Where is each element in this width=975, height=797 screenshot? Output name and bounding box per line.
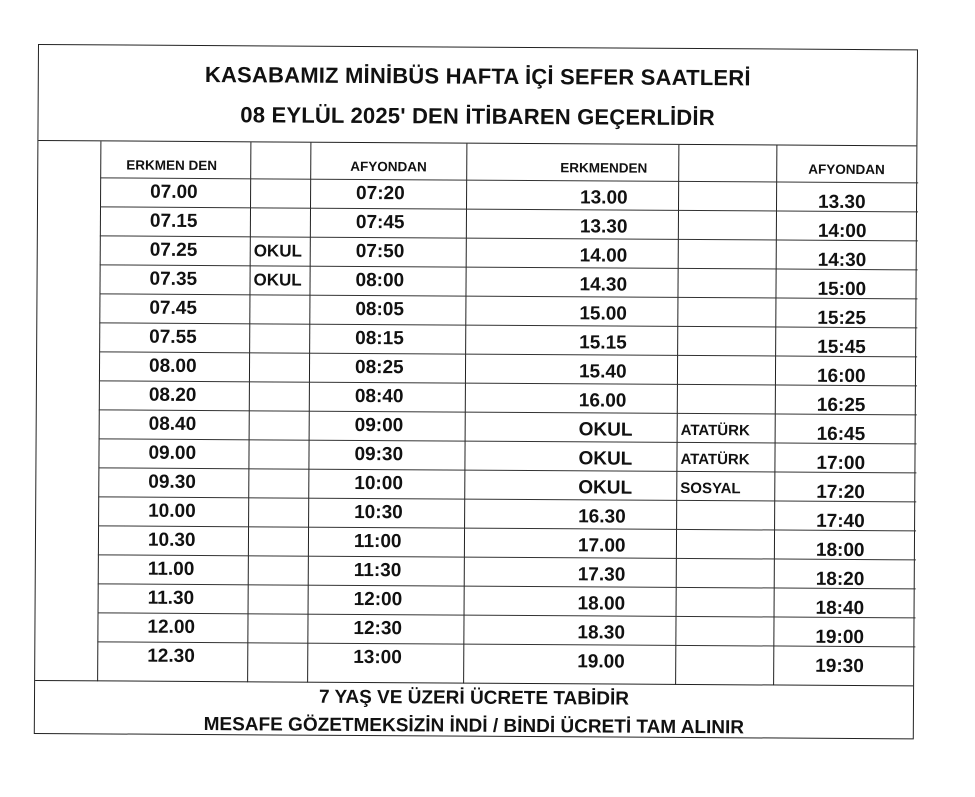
afyon-time-afternoon: 17:40 bbox=[816, 510, 865, 533]
afyon-time-afternoon: 19:00 bbox=[815, 626, 865, 649]
header-erkmen-morning: ERKMEN DEN bbox=[126, 157, 218, 174]
school-name-note: ATATÜRK bbox=[680, 450, 750, 469]
row-divider bbox=[100, 206, 918, 212]
erkmen-time-morning: 12.30 bbox=[147, 645, 195, 667]
erkmen-time-afternoon: 17.30 bbox=[577, 564, 626, 586]
row-divider bbox=[99, 409, 917, 415]
row-divider bbox=[100, 177, 918, 183]
erkmen-time-afternoon: 17.00 bbox=[577, 535, 626, 557]
afyon-time-afternoon: 13.30 bbox=[817, 191, 866, 214]
erkmen-time-afternoon: OKUL bbox=[578, 448, 633, 470]
erkmen-time-afternoon: 18.00 bbox=[577, 593, 626, 615]
school-note: OKUL bbox=[253, 241, 302, 261]
row-divider bbox=[99, 293, 917, 299]
row-divider bbox=[98, 583, 916, 589]
erkmen-time-morning: 08.00 bbox=[148, 355, 197, 377]
footer-age-note: 7 YAŞ VE ÜZERİ ÜCRETE TABİDİR bbox=[318, 686, 630, 710]
afyon-time-morning: 12:00 bbox=[353, 588, 403, 611]
erkmen-time-morning: 07.45 bbox=[149, 297, 197, 319]
erkmen-time-morning: 10.00 bbox=[148, 500, 196, 522]
row-divider bbox=[98, 525, 916, 531]
erkmen-time-morning: 09.00 bbox=[148, 442, 197, 464]
afyon-time-afternoon: 17:20 bbox=[816, 481, 865, 504]
row-divider bbox=[99, 351, 917, 357]
erkmen-time-afternoon: OKUL bbox=[578, 419, 633, 441]
erkmen-time-morning: 11.30 bbox=[147, 587, 195, 609]
erkmen-time-morning: 08.40 bbox=[148, 413, 197, 435]
afyon-time-morning: 10:30 bbox=[354, 501, 403, 524]
erkmen-time-morning: 07.25 bbox=[149, 239, 198, 261]
row-divider bbox=[98, 467, 916, 473]
erkmen-time-afternoon: 18.30 bbox=[577, 622, 626, 644]
erkmen-time-afternoon: 16.30 bbox=[578, 506, 626, 528]
erkmen-time-morning: 07.00 bbox=[150, 181, 198, 203]
page-title: KASABAMIZ MİNİBÜS HAFTA İÇİ SEFER SAATLERİ bbox=[204, 62, 751, 91]
erkmen-time-afternoon: 15.00 bbox=[579, 303, 627, 325]
footer-fare-note: MESAFE GÖZETMEKSİZİN İNDİ / BİNDİ ÜCRETİ TAM ALINIR bbox=[203, 714, 745, 739]
erkmen-time-morning: 12.00 bbox=[147, 616, 196, 638]
row-divider bbox=[99, 322, 917, 328]
erkmen-time-morning: 07.35 bbox=[149, 268, 198, 290]
column-divider bbox=[675, 145, 679, 685]
school-name-note: SOSYAL bbox=[680, 479, 741, 498]
erkmen-time-afternoon: 16.00 bbox=[578, 390, 627, 412]
page-subtitle: 08 EYLÜL 2025' DEN İTİBAREN GEÇERLİDİR bbox=[240, 102, 715, 131]
afyon-time-morning: 12:30 bbox=[353, 617, 403, 640]
afyon-time-afternoon: 15:25 bbox=[817, 307, 867, 330]
afyon-time-afternoon: 16:00 bbox=[816, 365, 866, 388]
afyon-time-morning: 08:15 bbox=[355, 327, 404, 350]
afyon-time-afternoon: 19:30 bbox=[815, 655, 864, 678]
header-afyon-afternoon: AFYONDAN bbox=[808, 161, 885, 178]
afyon-time-afternoon: 14:00 bbox=[817, 220, 867, 243]
erkmen-time-morning: 10.30 bbox=[147, 529, 196, 551]
erkmen-time-morning: 09.30 bbox=[148, 471, 196, 493]
row-divider bbox=[98, 554, 916, 560]
afyon-time-morning: 07:20 bbox=[356, 182, 405, 205]
erkmen-time-afternoon: 19.00 bbox=[577, 651, 625, 673]
afyon-time-afternoon: 14:30 bbox=[817, 249, 867, 272]
column-divider bbox=[247, 142, 251, 682]
afyon-time-afternoon: 18:20 bbox=[815, 568, 865, 591]
schedule-grid bbox=[35, 140, 916, 686]
afyon-time-morning: 11:00 bbox=[353, 530, 402, 553]
erkmen-time-afternoon: OKUL bbox=[578, 477, 633, 499]
column-divider bbox=[773, 146, 777, 686]
afyon-time-afternoon: 15:00 bbox=[817, 278, 867, 301]
row-divider bbox=[100, 264, 918, 270]
afyon-time-afternoon: 16:45 bbox=[816, 423, 866, 446]
school-name-note: ATATÜRK bbox=[680, 421, 750, 440]
afyon-time-afternoon: 17:00 bbox=[816, 452, 866, 475]
afyon-time-morning: 08:40 bbox=[354, 385, 404, 408]
school-note: OKUL bbox=[253, 270, 302, 290]
erkmen-time-afternoon: 15.15 bbox=[579, 332, 627, 354]
erkmen-time-afternoon: 14.00 bbox=[579, 245, 628, 267]
erkmen-time-morning: 11.00 bbox=[147, 558, 195, 580]
afyon-time-morning: 07:45 bbox=[355, 211, 405, 234]
row-divider bbox=[99, 438, 917, 444]
erkmen-time-morning: 08.20 bbox=[148, 384, 197, 406]
row-divider bbox=[98, 612, 916, 618]
column-divider bbox=[307, 143, 311, 683]
afyon-time-morning: 07:50 bbox=[355, 240, 405, 263]
row-divider bbox=[100, 235, 918, 241]
row-divider bbox=[97, 641, 915, 647]
afyon-time-morning: 09:30 bbox=[354, 443, 404, 466]
timetable-sheet bbox=[34, 44, 918, 739]
afyon-time-afternoon: 18:00 bbox=[815, 539, 865, 562]
afyon-time-morning: 13:00 bbox=[353, 646, 402, 669]
erkmen-time-afternoon: 14.30 bbox=[579, 274, 628, 296]
afyon-time-afternoon: 15:45 bbox=[817, 336, 866, 359]
column-divider bbox=[463, 144, 467, 684]
erkmen-time-morning: 07.55 bbox=[149, 326, 197, 348]
afyon-time-morning: 11:30 bbox=[353, 559, 402, 582]
erkmen-time-morning: 07.15 bbox=[149, 210, 198, 232]
column-divider bbox=[97, 141, 101, 681]
afyon-time-morning: 09:00 bbox=[354, 414, 404, 437]
afyon-time-afternoon: 16:25 bbox=[816, 394, 866, 417]
erkmen-time-afternoon: 13.30 bbox=[579, 216, 628, 238]
erkmen-time-afternoon: 13.00 bbox=[580, 187, 628, 209]
row-divider bbox=[99, 380, 917, 386]
afyon-time-morning: 08:25 bbox=[354, 356, 404, 379]
afyon-time-morning: 08:00 bbox=[355, 269, 405, 292]
header-afyon-morning: AFYONDAN bbox=[350, 158, 427, 175]
afyon-time-morning: 08:05 bbox=[355, 298, 405, 321]
footer bbox=[35, 680, 913, 741]
afyon-time-afternoon: 18:40 bbox=[815, 597, 865, 620]
header-erkmen-afternoon: ERKMENDEN bbox=[560, 160, 648, 176]
afyon-time-morning: 10:00 bbox=[354, 472, 403, 495]
erkmen-time-afternoon: 15.40 bbox=[578, 361, 627, 383]
row-divider bbox=[98, 496, 916, 502]
